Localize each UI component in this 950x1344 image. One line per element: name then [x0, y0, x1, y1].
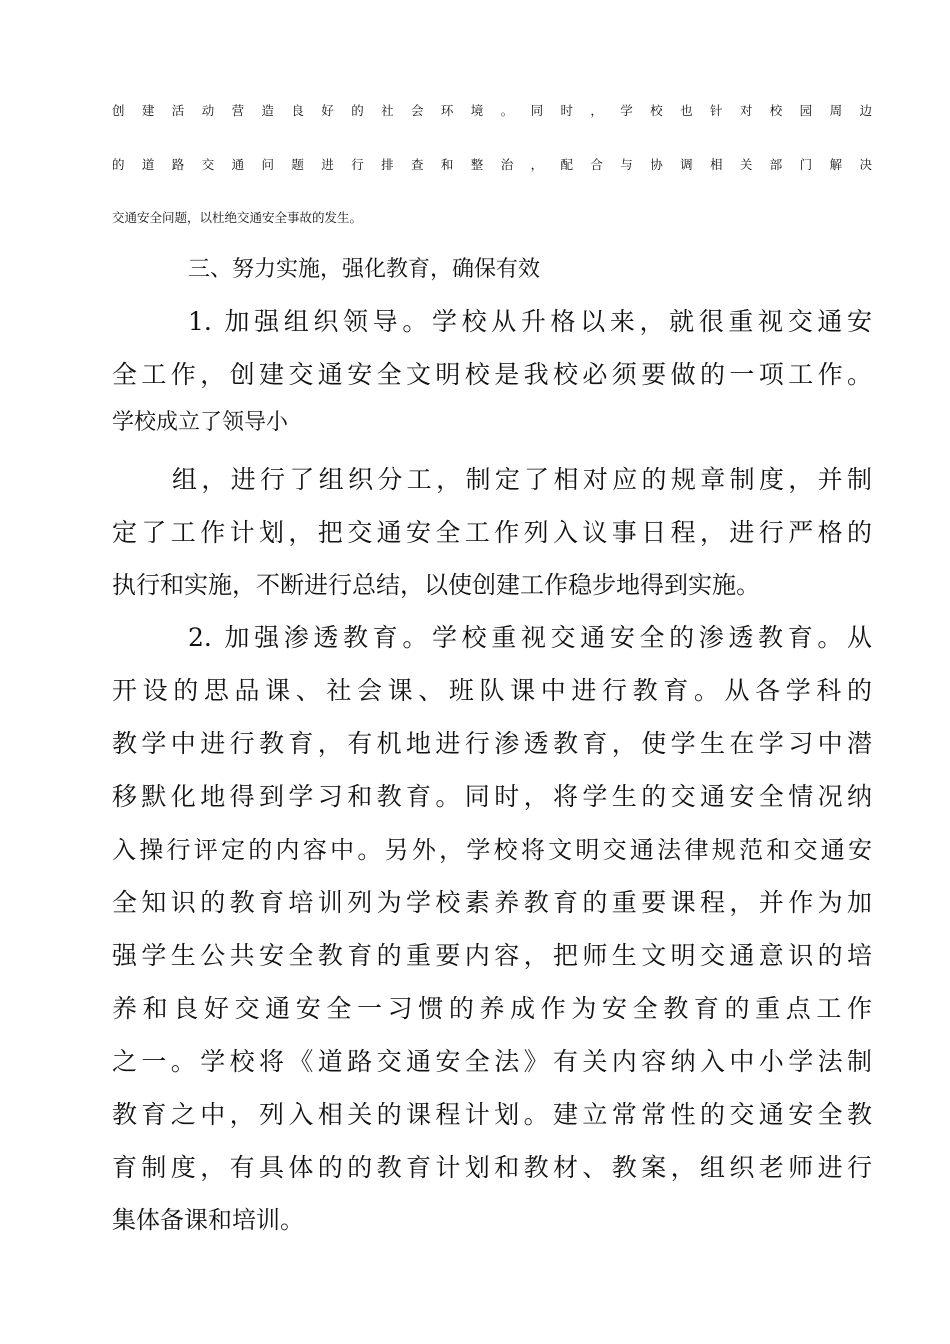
paragraph-line: 定了工作计划，把交通安全工作列入议事日程，进行严格的 — [112, 518, 872, 547]
paragraph-line: 集体备课和培训。 — [112, 1206, 304, 1234]
paragraph-line: 全知识的教育培训列为学校素养教育的重要课程，并作为加 — [112, 888, 872, 917]
paragraph-line: 移默化地得到学习和教育。同时，将学生的交通安全情况纳 — [112, 782, 872, 811]
text-line: 的道路交通问题进行排查和整治，配合与协调相关部门解决 — [112, 157, 872, 172]
paragraph-line: 强学生公共安全教育的重要内容，把师生文明交通意识的培 — [112, 941, 872, 970]
text-line: 交通安全问题，以杜绝交通安全事故的发生。 — [112, 210, 363, 225]
paragraph-line: 入操行评定的内容中。另外，学校将文明交通法律规范和交通安 — [112, 836, 872, 864]
text-line: 创建活动营造良好的社会环境。同时，学校也针对校园周边 — [112, 103, 872, 118]
paragraph-line: 2. 加强渗透教育。学校重视交通安全的渗透教育。从 — [188, 623, 872, 652]
paragraph-line: 教学中进行教育，有机地进行渗透教育，使学生在学习中潜 — [112, 729, 872, 758]
paragraph-line: 组，进行了组织分工，制定了相对应的规章制度，并制 — [172, 465, 872, 494]
paragraph-line: 育制度，有具体的的教育计划和教材、教案，组织老师进行 — [112, 1153, 872, 1182]
paragraph-line: 学校成立了领导小 — [112, 410, 289, 435]
paragraph-line: 1. 加强组织领导。学校从升格以来，就很重视交通安 — [188, 307, 872, 336]
paragraph-line: 教育之中，列入相关的课程计划。建立常常性的交通安全教 — [112, 1100, 872, 1129]
paragraph-line: 执行和实施，不断进行总结，以使创建工作稳步地得到实施。 — [112, 571, 760, 599]
paragraph-line: 养和良好交通安全一习惯的养成作为安全教育的重点工作 — [112, 994, 872, 1023]
paragraph-line: 之一。学校将《道路交通安全法》有关内容纳入中小学法制 — [112, 1047, 872, 1076]
section-heading: 三、努力实施，强化教育，确保有效 — [188, 257, 541, 282]
paragraph-line: 开设的思品课、社会课、班队课中进行教育。从各学科的 — [112, 676, 872, 705]
paragraph-line: 全工作，创建交通安全文明校是我校必须要做的一项工作。 — [112, 360, 872, 389]
